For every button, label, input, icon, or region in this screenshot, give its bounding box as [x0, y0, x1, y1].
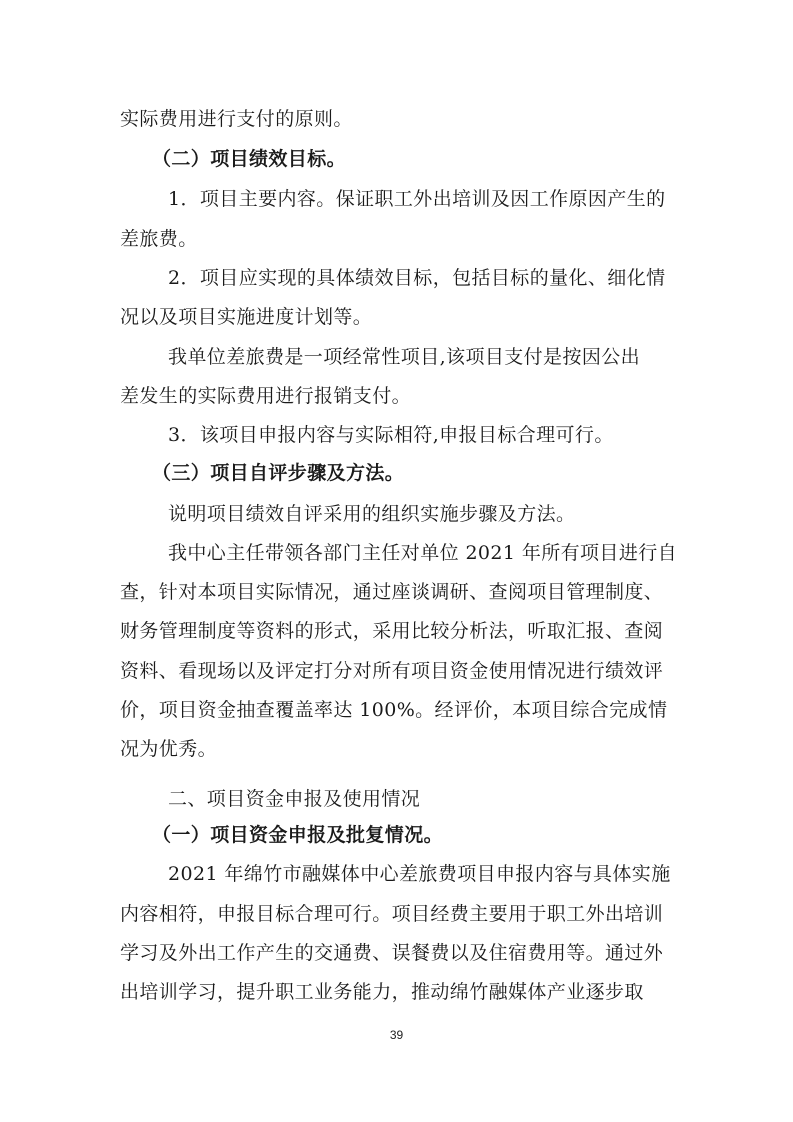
- section-heading: （二）项目绩效目标。: [152, 148, 347, 170]
- paragraph-line: 况以及项目实施进度计划等。: [120, 306, 373, 328]
- page-number: 39: [389, 1028, 404, 1042]
- paragraph-line: 况为优秀。: [120, 738, 218, 760]
- paragraph-line: 我中心主任带领各部门主任对单位 2021 年所有项目进行自: [168, 542, 678, 564]
- section-heading: （一）项目资金申报及批复情况。: [152, 824, 444, 846]
- chapter-heading: 二、项目资金申报及使用情况: [168, 788, 421, 810]
- paragraph-line: 出培训学习，提升职工业务能力，推动绵竹融媒体产业逐步取: [120, 981, 644, 1003]
- paragraph-line: 实际费用进行支付的原则。: [120, 108, 353, 130]
- paragraph-line: 查，针对本项目实际情况，通过座谈调研、查阅项目管理制度、: [120, 581, 664, 603]
- paragraph-line: 3．该项目申报内容与实际相符,申报目标合理可行。: [168, 424, 614, 446]
- paragraph-line: 2．项目应实现的具体绩效目标，包括目标的量化、细化情: [168, 267, 666, 289]
- paragraph-line: 资料、看现场以及评定打分对所有项目资金使用情况进行绩效评: [120, 660, 664, 682]
- paragraph-line: 我单位差旅费是一项经常性项目,该项目支付是按因公出: [168, 346, 641, 368]
- paragraph-line: 1．项目主要内容。保证职工外出培训及因工作原因产生的: [168, 188, 666, 210]
- paragraph-line: 差旅费。: [120, 228, 198, 250]
- paragraph-line: 差发生的实际费用进行报销支付。: [120, 385, 412, 407]
- paragraph-line: 价，项目资金抽查覆盖率达 100%。经评价，本项目综合完成情: [120, 699, 668, 721]
- paragraph-line: 2021 年绵竹市融媒体中心差旅费项目申报内容与具体实施: [168, 863, 671, 885]
- paragraph-line: 学习及外出工作产生的交通费、误餐费以及住宿费用等。通过外: [120, 942, 664, 964]
- paragraph-line: 财务管理制度等资料的形式，采用比较分析法，听取汇报、查阅: [120, 620, 664, 642]
- paragraph-line: 内容相符，申报目标合理可行。项目经费主要用于职工外出培训: [120, 903, 664, 925]
- paragraph-line: 说明项目绩效自评采用的组织实施步骤及方法。: [168, 503, 576, 525]
- section-heading: （三）项目自评步骤及方法。: [152, 462, 405, 484]
